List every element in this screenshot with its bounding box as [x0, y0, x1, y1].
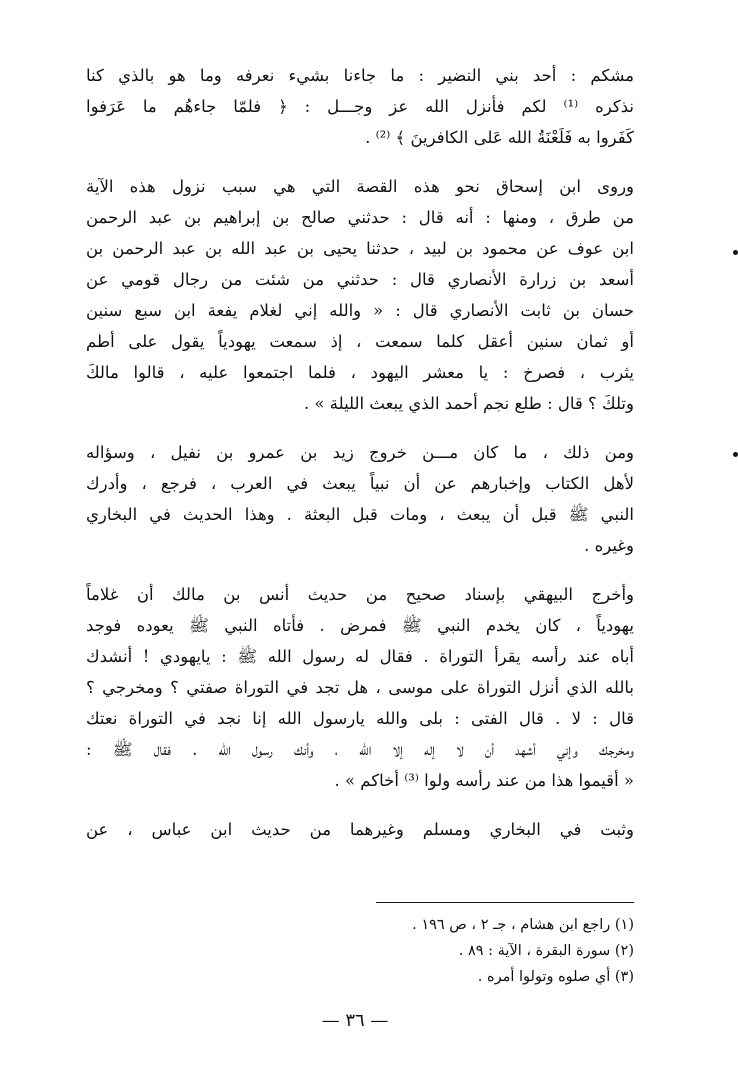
text-line: وروى ابن إسحاق نحو هذه القصة التي هي سبب نزول هذه الآية: [86, 177, 634, 196]
text-line: أباه عند رأسه يقرأ التوراة . فقال له رسول الله ﷺ : يايهودي ! أنشدك: [86, 647, 634, 666]
paragraph-1: [86, 60, 634, 153]
text-line: وتلكَ ؟ قال : طلع نجم أحمد الذي يبعث الليلة » .: [303, 394, 634, 413]
text-line: ومخرجك وإني أشهد أن لا إله إلا الله ، وأنك رسول الله . فقال ﷺ :: [86, 740, 634, 759]
text-line: وثبت في البخاري ومسلم وغيرهما من حديث ابن عباس ، عن: [86, 820, 634, 839]
text-line: ابن عوف عن محمود بن لبيد ، حدثنا يحيى بن عبد الله بن عبد الرحمن بن: [86, 239, 634, 258]
text-line: نذكره ⁽¹⁾ لكم فأنزل الله عز وجـــل : ﴿ فلمّا جاءهُم ما عَرَفوا: [86, 97, 634, 116]
footnotes: [300, 912, 634, 990]
margin-dot: [733, 250, 738, 255]
text-line: حسان بن ثابت الأنصاري قال : « والله إني لغلام يفعة ابن سبع سنين: [86, 301, 634, 320]
text-line: « أقيموا هذا من عند رأسه ولوا ⁽³⁾ أخاكم » .: [334, 771, 634, 790]
text-line: قال : لا . قال الفتى : بلى والله يارسول الله إنا نجد في التوراة نعتك: [86, 709, 634, 728]
paragraph-4: [86, 579, 634, 796]
footnote-divider: [376, 902, 634, 903]
footnote-2: (٢) سورة البقرة ، الآية : ٨٩ .: [458, 943, 634, 959]
paragraph-2: [86, 171, 634, 419]
paragraph-5: [86, 814, 634, 845]
text-line: وأخرج البيهقي بإسناد صحيح من حديث أنس بن مالك أن غلاماً: [86, 585, 634, 604]
page-number: — ٣٦ —: [321, 1010, 389, 1031]
paragraph-3: [86, 437, 634, 561]
text-line: أو ثمان سنين أعقل كلما سمعت ، إذ سمعت يهودياً يقول على أطم: [86, 332, 634, 351]
text-line: أسعد بن زرارة الأنصاري قال : حدثني من شئت من رجال قومي عن: [86, 270, 634, 289]
text-line: يهودياً ، كان يخدم النبي ﷺ فمرض . فأتاه النبي ﷺ يعوده فوجد: [86, 616, 634, 635]
text-line: من طرق ، ومنها : أنه قال : حدثني صالح بن إبراهيم بن عبد الرحمن: [86, 208, 634, 227]
text-line: يثرب ، فصرخ : يا معشر اليهود ، فلما اجتمعوا عليه ، قالوا مالكَ: [86, 363, 634, 382]
text-line: ومن ذلك ، ما كان مـــن خروج زيد بن عمرو بن نفيل ، وسؤاله: [86, 443, 634, 462]
footnote-3: (٣) أي صلوه وتولوا أمره .: [477, 969, 634, 985]
page-body: [86, 60, 634, 845]
text-line: كَفَروا به فَلَعْنَةُ الله عَلى الكافرينَ ﴾ ⁽²⁾ .: [365, 128, 634, 147]
margin-dot: [733, 452, 738, 457]
text-line: مشكم : أحد بني النضير : ما جاءنا بشيء نعرفه وما هو بالذي كنا: [86, 66, 634, 85]
text-line: بالله الذي أنزل التوراة على موسى ، هل تجد في التوراة صفتي ؟ ومخرجي ؟: [86, 678, 634, 697]
footnote-1: (١) راجع ابن هشام ، جـ ٢ ، ص ١٩٦ .: [412, 917, 634, 933]
text-line: النبي ﷺ قبل أن يبعث ، ومات قبل البعثة . وهذا الحديث في البخاري: [86, 505, 634, 524]
text-line: وغيره .: [584, 536, 634, 555]
text-line: لأهل الكتاب وإخبارهم عن أن نبياً يبعث في العرب ، فرجع ، وأدرك: [86, 474, 634, 493]
